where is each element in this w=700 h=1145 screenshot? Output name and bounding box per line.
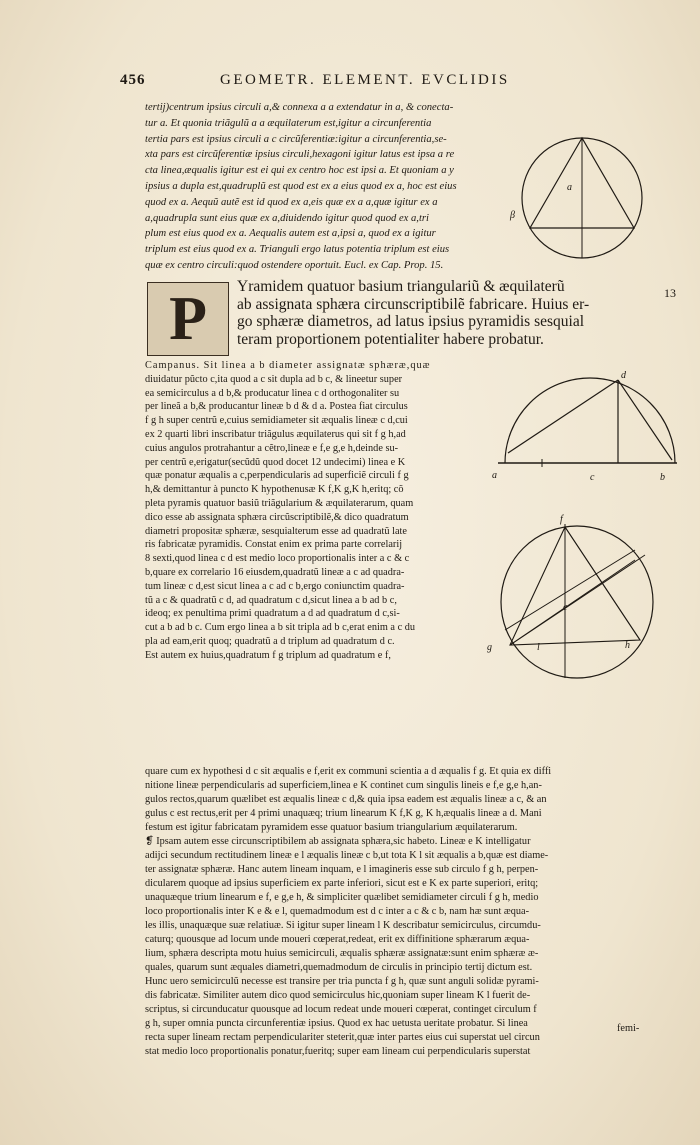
text-line: stat medio loco proportionalis ponatur,fueritq; super eam lineam cui perpendicularis superstat bbox=[145, 1046, 531, 1057]
figure-label: β bbox=[510, 210, 515, 221]
text-line: ex 2 quarti libri inscribatur triãgulus æquilaterus qui sit f g h,ad bbox=[145, 428, 406, 440]
figure-label: c bbox=[590, 472, 595, 483]
text-line: festum est igitur fabricatam pyramidem esse quatuor basium triangularium æquilaterarum. bbox=[145, 822, 518, 833]
figure-label: h bbox=[625, 640, 630, 651]
diagonal-line bbox=[565, 527, 640, 640]
text-line: dico esse ab assignata sphæra circũscriptibilẽ,& dico quadratum bbox=[145, 511, 409, 523]
text-line: quod ex a. Aequũ autẽ est id quod ex a,eis quæ ex a a,quæ igitur ex a bbox=[145, 196, 438, 208]
text-line: Yramidem quatuor basium triangulariũ & æquilaterũ bbox=[237, 278, 565, 295]
text-line: quæ ex centro circuli:quod ostendere oportuit. Eucl. ex Cap. Prop. 15. bbox=[145, 259, 444, 271]
text-line: teram proportionem potentialiter habere probatur. bbox=[237, 330, 544, 348]
text-line: diuidatur pũcto c,ita quod a c sit dupla ad b c, & lineetur super bbox=[145, 373, 403, 385]
inscribed-triangle bbox=[510, 527, 640, 645]
figure-semicircle bbox=[490, 368, 680, 488]
text-line: ter assignatæ sphæræ. Hanc autem lineam inquam, e l imagineris esse sub circulo f g h, perpen- bbox=[145, 864, 539, 875]
figure-label: e bbox=[563, 602, 568, 613]
figure-pyramid-circle bbox=[485, 514, 670, 655]
page-number: 456 bbox=[120, 72, 146, 88]
text-line: 8 sexti,quod linea c d est medio loco proportionalis inter a c & c bbox=[145, 553, 410, 565]
text-line: cta linea,æqualis igitur est ei qui ex centro hoc est ipsi a. Et quoniam a y bbox=[145, 165, 454, 177]
campanus-commentary bbox=[145, 359, 490, 663]
text-line: scriptus, si circunducatur quousque ad locum redeat unde moueri cœperat, continget circulum f bbox=[145, 1004, 537, 1015]
figure-label: a bbox=[492, 470, 497, 481]
text-line: quæ ponatur æqualis a c,perpendicularis ad superficiẽ circuli f g bbox=[145, 470, 409, 482]
text-line: ea semicirculus a d b,& producatur linea c d orthogonaliter su bbox=[145, 387, 400, 399]
figure-label: l bbox=[537, 642, 540, 653]
text-line: a,quadrupla sunt eius quæ ex a,diuidendo igitur quod quod ex a,tri bbox=[145, 212, 429, 224]
text-line: tum lineæ c d,est sicut linea a c ad c b,ergo coniunctim quadra- bbox=[145, 580, 405, 592]
figure-circle-triangle bbox=[512, 128, 652, 268]
text-line: plum est eius quod ex a. Aequalis autem est a,ipsi a, quod ex a igitur bbox=[145, 228, 436, 240]
figure-label: d bbox=[621, 370, 626, 381]
text-line: recta super lineam rectam perpendiculariter steterit,quæ inter partes eius cui superstat uel circun bbox=[145, 1032, 540, 1043]
figure-label: f bbox=[560, 514, 563, 525]
diagonal-line bbox=[505, 550, 635, 630]
text-line: ab assignata sphæra circunscriptibilẽ fabricare. Huius er- bbox=[237, 295, 590, 313]
text-line: pleta pyramis quatuor basiũ triãgularium & æquilaterarum, quam bbox=[145, 497, 414, 509]
text-line: go sphæræ diametros, ad latus ipsius pyramidis sesquial bbox=[237, 313, 585, 331]
proposition-text bbox=[237, 278, 657, 348]
text-line: triplum est eius quod ex a. Trianguli ergo latus potentia triplum est eius bbox=[145, 244, 450, 256]
text-line: cuius angulos protrahantur a cẽtro,lineæ e f,e g,e h,deinde su- bbox=[145, 442, 399, 454]
page-header bbox=[120, 72, 640, 94]
figure-label: a bbox=[567, 182, 572, 193]
margin-number: 13 bbox=[664, 286, 676, 300]
catchword: femi- bbox=[617, 1023, 640, 1034]
text-line: adijci secundum rectitudinem lineæ e l æqualis lineæ c b,ut tota K l sit æqualis a b,quæ est diame- bbox=[145, 850, 549, 861]
text-line: f g h super centrũ e,cuius semidiameter sit æqualis lineæ c d,cui bbox=[145, 415, 408, 427]
text-line: gulos rectos,quarum quælibet est æqualis lineæ c d,& quia ipsa eadem est æqualis lineæ a c, & an bbox=[145, 794, 547, 805]
text-line: b,quare ex correlario 16 eiusdem,quadratũ lineæ a c ad quadra- bbox=[145, 566, 405, 578]
text-line: per lineã a b,& producantur lineæ b d & d a. Postea fiat circulus bbox=[145, 401, 408, 413]
text-line: diametri propositæ sphæræ, sesquialterum esse ad quadratũ late bbox=[145, 525, 407, 537]
figure-label: b bbox=[660, 472, 665, 483]
text-line: lium, sphæra descripta motu huius semicirculi, æqualis sphæræ assignatæ:sunt enim sphæræ æ- bbox=[145, 948, 539, 959]
text-line: tertia pars est ipsius circuli a c circũferentiæ:igitur a circunferentia,se- bbox=[145, 133, 447, 145]
top-paragraph bbox=[145, 100, 515, 274]
text-line: tertij)centrum ipsius circuli a,& connexa a a extendatur in a, & conecta- bbox=[145, 102, 454, 113]
text-line: caturq; quousque ad locum unde moueri cœperat,redeat, erit ex diffinitione sphærarum æqua- bbox=[145, 934, 530, 945]
text-line: ❡ Ipsam autem esse circunscriptibilem ab assignata sphæra,sic habeto. Lineæ e K intelligatur bbox=[145, 836, 531, 847]
text-line: ideoq; ex penultima primi quadratum a d ad quadratum d c,si- bbox=[145, 608, 400, 620]
segment-ad bbox=[508, 380, 618, 453]
text-line: Hunc uero semicirculũ necesse est transire per tria puncta f g h, quæ sunt anguli solidæ pyrami- bbox=[145, 976, 539, 987]
running-title: GEOMETR. ELEMENT. EVCLIDIS bbox=[220, 72, 510, 88]
text-line: xta pars est circũferentiæ ipsius circuli,hexagoni igitur latus est ipsa a re bbox=[145, 149, 455, 161]
text-line: ris fabricatæ pyramidis. Constat enim ex prima parte correlarij bbox=[145, 539, 403, 551]
text-line: tũ a c & quadratũ c d, ad quadratum c d,sicut linea a b ad b c, bbox=[145, 594, 397, 606]
text-line: loco proportionalis inter K e & e l, quemadmodum est d c inter a c & c b, nam hæ sunt æqua- bbox=[145, 906, 530, 917]
text-line: les illis, unaquæque suæ relatiuæ. Si igitur super lineam l K describatur semicirculus, circumdu- bbox=[145, 920, 541, 931]
text-line: g h, super omnia puncta circunferentiæ ipsius. Quod ex hac uetusta ueritate probatur. Si linea bbox=[145, 1018, 528, 1029]
text-line: Est autem ex huius,quadratum f g triplum ad quadratum e f, bbox=[145, 649, 391, 661]
figure-label: g bbox=[487, 642, 492, 653]
text-line: cut a b ad b c. Cum ergo linea a b sit tripla ad b c,erat enim a c du bbox=[145, 622, 416, 634]
text-line: ipsius a dupla est,quadruplũ est quod est ex a eius quod ex a, hoc est eius bbox=[145, 180, 457, 192]
text-line: pla ad eam,erit quoq; quadratũ a d triplum ad quadratum d c. bbox=[145, 635, 395, 647]
diagonal-line bbox=[510, 560, 635, 645]
text-line: dicularem quoque ad ipsius superficiem ex parte inferiori, sicut est e K ex parte superiori, eritq; bbox=[145, 878, 539, 889]
text-line: gulus c est rectus,erit per 4 primi unaquæq; trium linearum K f,K g, K h,æqualis lineæ a d. Mani bbox=[145, 808, 542, 819]
text-line: h,& demittantur à puncto K hypothenusæ K f,K g,K h,eritq; cõ bbox=[145, 484, 404, 496]
text-line: nitione lineæ perpendicularis ad superficiem,linea e K continet cum singulis lineis e f,e g,e h,an- bbox=[145, 780, 542, 791]
semicircle-arc bbox=[505, 378, 675, 463]
text-line: dis fabricatæ. Similiter autem dico quod semicirculus hic,quoniam super lineam K l fuerit de- bbox=[145, 990, 531, 1001]
drop-cap-letter: P bbox=[169, 285, 207, 353]
text-line: unaquæque trium linearum e f, e g,e h, & simpliciter quælibet semidiameter circuli f g h, medio bbox=[145, 892, 539, 903]
decorated-initial bbox=[147, 282, 229, 356]
text-line: per centrũ e,erigatur(secũdũ quod docet 12 undecimi) linea e K bbox=[145, 456, 406, 468]
text-line: quare cum ex hypothesi d c sit æqualis e f,erit ex communi scientia a d æqualis f g. Et quia ex diffi bbox=[145, 766, 552, 777]
text-line: tur a. Et quonia triãgulũ a a æquilaterum est,igitur a circunferentia bbox=[145, 117, 432, 129]
text-line: Campanus. Sit linea a b diameter assignatæ sphæræ,quæ bbox=[145, 360, 431, 371]
text-line: quales, quarum sunt æquales diametri,quemadmodum de circulis in principio tertij dictum est. bbox=[145, 962, 533, 973]
main-text bbox=[145, 765, 653, 1059]
